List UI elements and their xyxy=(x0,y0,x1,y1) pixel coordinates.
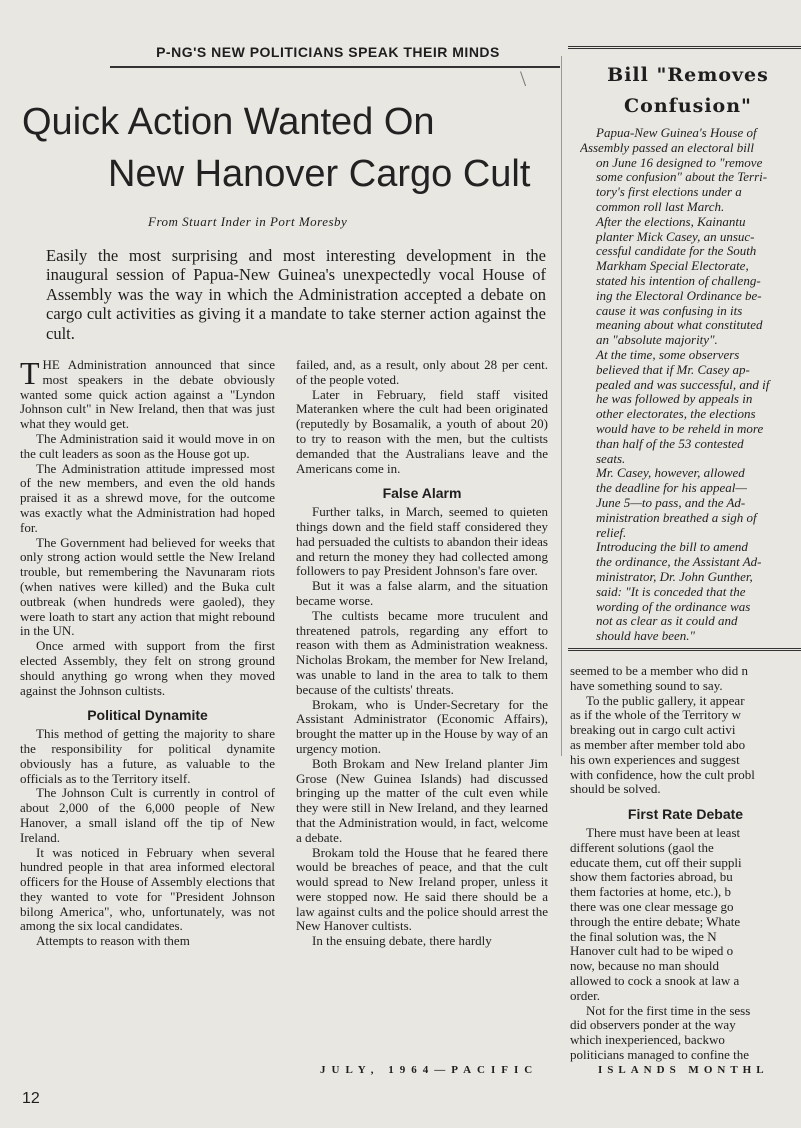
paragraph: Later in February, field staff visited Materanken where the cult had been originated (reputedly by Bosamalik, a youth of about 20) to try to reason with the men, but the cultists demanded that the Australians leave and the Americans come in. xyxy=(296,386,548,476)
article-column-2 xyxy=(296,358,548,949)
paragraph: It was noticed in February when several hundred people in that area informed electoral officers for the House of Assembly elections that they wanted to vote for "President Johnson bilong America", who, unfortunately, was not among the six local candidates. xyxy=(20,844,275,934)
sidebar-title-line-1: Bill "Removes xyxy=(607,64,769,86)
article-column-1 xyxy=(20,355,275,949)
subhead-first-rate-debate: First Rate Debate xyxy=(627,806,744,823)
sidebar-article xyxy=(580,126,801,644)
paragraph: Brokam, who is Under-Secretary for the Assistant Administrator (Economic Affairs), brought the matter up in the House by way of an urgency motion. xyxy=(296,696,548,756)
sidebar-paragraph: Papua-New Guinea's House of Assembly passed an electoral bill on June 16 designed to "remove some confusion" about the Terri- tory's first elections under a common roll last March. xyxy=(580,126,768,214)
sidebar-title xyxy=(575,60,801,122)
paragraph: Brokam told the House that he feared there would be breaches of peace, and that the cult would spread to New Ireland proper, unless it were stopped now. He said there should be a law against cults and the police should arrest the New Hanover cultists. xyxy=(296,844,548,934)
headline-line-2: New Hanover Cargo Cult xyxy=(108,153,531,195)
footer-issue: JULY, 1964—PACIFIC xyxy=(320,1064,539,1076)
kicker-rule xyxy=(110,66,560,68)
paragraph: Both Brokam and New Ireland planter Jim Grose (New Guinea Islands) had discussed bringing up the matter of the cult even while they were still in New Ireland, and they learned that the Administration would, in fact, welcome a debate. xyxy=(296,755,548,845)
paragraph: THE Administration announced that since most speakers in the debate obviously wanted some quick action against a "Lyndon Johnson cult" in New Ireland, then that was just what they would get. xyxy=(20,355,275,432)
sidebar-title-line-2: Confusion" xyxy=(624,95,752,117)
byline: From Stuart Inder in Port Moresby xyxy=(148,214,348,229)
footer-publication: ISLANDS MONTHL xyxy=(598,1064,769,1076)
sidebar-paragraph: At the time, some observers believed that if Mr. Casey ap- pealed and was successful, and if he was followed by appeals in other electorates, the elections would have to be reheld in more than half of the 53 contested seats. xyxy=(596,346,770,466)
paragraph: The Administration attitude impressed most of the new members, and even the old hands praised it as a shrewd move, for the outcome was exactly what the Administration had hoped for. xyxy=(20,460,275,535)
page-number: 12 xyxy=(22,1090,40,1107)
kicker: P-NG'S NEW POLITICIANS SPEAK THEIR MINDS xyxy=(156,44,500,60)
paragraph: failed, and, as a result, only about 28 per cent. of the people voted. xyxy=(296,357,548,387)
paragraph: To the public gallery, it appear as if the whole of the Territory w breaking out in cargo cult activi as member after member told abo his own experiences and suggest with confidence, how the cult probl should be solved. xyxy=(570,692,755,797)
paragraph: This method of getting the majority to share the responsibility for political dynamite obviously has a future, as valuable to the officials as to the Territory itself. xyxy=(20,726,275,786)
sidebar-paragraph: Mr. Casey, however, allowed the deadline for his appeal— June 5—to pass, and the Ad- ministration breathed a sigh of relief. xyxy=(596,465,757,540)
subhead-false-alarm: False Alarm xyxy=(382,485,462,502)
paragraph: Further talks, in March, seemed to quieten things down and the field staff considered they had persuaded the cultists to abandon their ideas and return the money they had collected among followers to pay President Johnson's fare over. xyxy=(296,504,548,579)
headline xyxy=(20,96,560,200)
paragraph: The cultists became more truculent and threatened patrols, regarding any effort to reason with them as Administration weakness. Nicholas Brokam, the member for New Ireland, was unable to land in the area to talk to them because of the cultists' threats. xyxy=(296,607,548,697)
paragraph: Attempts to reason with them xyxy=(36,933,190,949)
paragraph: The Government had believed for weeks that only strong action would settle the New Ireland trouble, but remembering the Navunaram riots (when natives were killed) and the Buka cult outbreak (when hundreds were gaoled), they were loath to start any action that might rebound in the UN. xyxy=(20,534,275,639)
lead-paragraph: Easily the most surprising and most interesting development in the inaugural session of Papua-New Guinea's unexpectedly vocal House of Assembly was the way in which the Administration accepted a debate on cargo cult activities as giving it a mandate to take sterner action against the cult. xyxy=(46,246,546,343)
paragraph: seemed to be a member who did n have something sound to say. xyxy=(570,664,748,693)
corner-mark: \ xyxy=(520,66,527,91)
column-divider xyxy=(561,56,562,756)
sidebar-paragraph: Introducing the bill to amend the ordinance, the Assistant Ad- ministrator, Dr. John Gunther, said: "It is conceded that the wording of the ordinance was not as clear as it could and should have been." xyxy=(596,539,762,644)
article-column-3 xyxy=(570,664,801,1063)
sidebar-rule-bottom xyxy=(568,648,801,651)
sidebar-rule-top xyxy=(568,46,801,49)
headline-line-1: Quick Action Wanted On xyxy=(22,101,435,143)
drop-cap: T xyxy=(20,355,40,391)
paragraph: In the ensuing debate, there hardly xyxy=(312,933,492,949)
sidebar-paragraph: After the elections, Kainantu planter Mick Casey, an unsuc- cessful candidate for the South Markham Special Electorate, stated his intention of challeng- ing the Electoral Ordinance be- cause it was confusing in its meaning about what constituted an "absolute majority". xyxy=(596,213,763,348)
paragraph: The Johnson Cult is currently in control of about 2,000 of the 6,000 people of New Hanover, a small island off the tip of New Ireland. xyxy=(20,785,275,845)
paragraph: The Administration said it would move in on the cult leaders as soon as the House got up. xyxy=(20,430,275,461)
paragraph: But it was a false alarm, and the situation became worse. xyxy=(296,578,548,608)
paragraph: Not for the first time in the sess did observers ponder at the way which inexperienced, backwo politicians managed to confine the xyxy=(570,1002,751,1062)
paragraph: There must have been at least different solutions (gaol the educate them, cut off their suppli show them factories abroad, bu them factories at home, etc.), b there was one clear message go through the entire debate; Whate the final solution was, the N Hanover cult had to be wiped o now, because no man should allowed to cock a snook at law a order. xyxy=(570,824,742,1003)
paragraph: Once armed with support from the first elected Assembly, they felt on strong ground should anything go wrong when they moved against the Johnson cultists. xyxy=(20,638,275,698)
subhead-political-dynamite: Political Dynamite xyxy=(87,707,208,724)
